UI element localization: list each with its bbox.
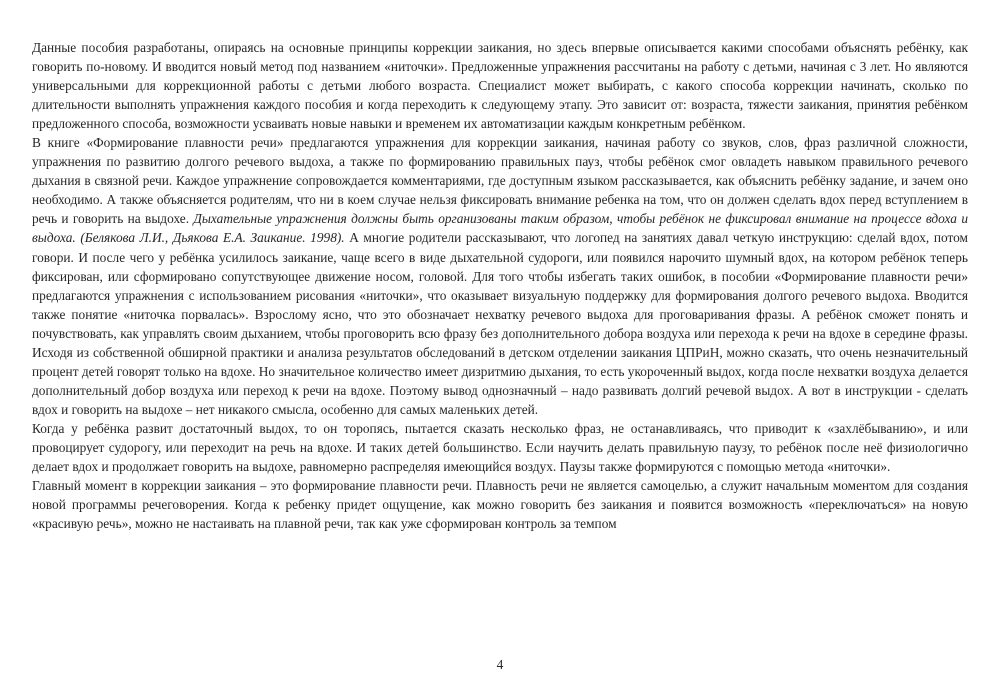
- paragraph-4: [32, 476, 968, 533]
- page-number: 4: [496, 657, 504, 672]
- paragraph-3: [32, 419, 968, 476]
- paragraph-1: [32, 38, 968, 133]
- paragraph-2-text-after: А многие родители рассказывают, что логопед на занятиях давал четкую инструкцию: сделай вдох, потом говори. И после чего у ребёнка усилилось заикание, чаще всего в виде дыхательной судороги, или появился нарочито шумный вдох, на котором ребёнок теперь фиксирован, или сформировано сопутствующее движение носом, головой. Для того чтобы избегать таких ошибок, в пособии «Формирование плавности речи» предлагаются упражнения с использованием рисования «ниточки», что оказывает визуальную поддержку для формирования долгого речевого выдоха. Вводится также понятие «ниточка порвалась». Взрослому ясно, что это обозначает нехватку речевого выдоха для проговаривания фразы. А ребёнок сможет понять и почувствовать, как управлять своим дыханием, чтобы проговорить всю фразу без дополнительного добора воздуха или перехода к речи на вдохе в середине фразы. Исходя из собственной обширной практики и анализа результатов обследований в детском отделении заикания ЦПРиН, можно сказать, что очень незначительный процент детей говорят только на вдохе. Но значительное количество имеет дизритмию дыхания, то есть укороченный выдох, когда после нехватки воздуха делается дополнительный добор воздуха или переход к речи на вдохе. Поэтому вывод однозначный – надо развивать долгий речевой выдох. А вот в инструкции - сделать вдох и говорить на выдохе – нет никакого смысла, особенно для самых маленьких детей.: [32, 230, 968, 417]
- paragraph-3-text: Когда у ребёнка развит достаточный выдох, то он торопясь, пытается сказать несколько фраз, не останавливаясь, что приводит к «захлёбыванию», и или провоцирует судорогу, или переходит на речь на вдохе. И таких детей большинство. Если научить делать правильную паузу, то ребёнок после неё физиологично делает вдох и продолжает говорить на выдохе, равномерно распределяя имеющийся воздух. Паузы также формируются с помощью метода «ниточки».: [32, 420, 968, 475]
- paragraph-4-text: Главный момент в коррекции заикания – это формирование плавности речи. Плавность речи не является самоцелью, а служит начальным моментом для создания новой программы речеговорения. Когда к ребенку придет ощущение, как можно говорить без заикания и появится возможность «переключаться» на новую «красивую речь», можно не настаивать на плавной речи, так как уже сформирован контроль за темпом: [32, 478, 968, 532]
- paragraph-1-text: Данные пособия разработаны, опираясь на основные принципы коррекции заикания, но здесь впервые описывается какими способами объяснять ребёнку, как говорить по-новому. И вводится новый метод под названием «ниточки». Предложенные упражнения рассчитаны на работу с детьми, начиная с 3 лет. Но являются универсальными для коррекционной работы с детьми любого возраста. Специалист может выбирать, с какого способа коррекции начинать, сколько по длительности выполнять упражнения каждого пособия и когда переходить к следующему этапу. Это зависит от: возраста, тяжести заикания, принятия ребёнком предложенного способа, возможности усваивать новые навыки и временем их автоматизации каждым конкретным ребёнком.: [32, 40, 968, 132]
- paragraph-2-text-before: В книге «Формирование плавности речи» предлагаются упражнения для коррекции заикания, начиная работу со звуков, слов, фраз различной сложности, упражнения по развитию долгого речевого выдоха, а также по формированию правильных пауз, чтобы ребёнок смог овладеть навыком правильного речевого дыхания в связной речи. Каждое упражнение сопровождается комментариями, где доступным языком рассказывается, как объяснить ребёнку задание, и зачем оно необходимо. А также объясняется родителям, что ни в коем случае нельзя фиксировать внимание ребенка на том, что он должен сделать вдох перед вступлением в речь и говорить на выдохе.: [32, 135, 968, 227]
- paragraph-2-citation: Дыхательные упражнения должны быть организованы таким образом, чтобы ребёнок не фиксировал внимание на процессе вдоха и выдоха. (Белякова Л.И., Дьякова Е.А. Заикание. 1998).: [32, 211, 968, 246]
- paragraph-2: [32, 133, 968, 419]
- document-page: [32, 38, 968, 682]
